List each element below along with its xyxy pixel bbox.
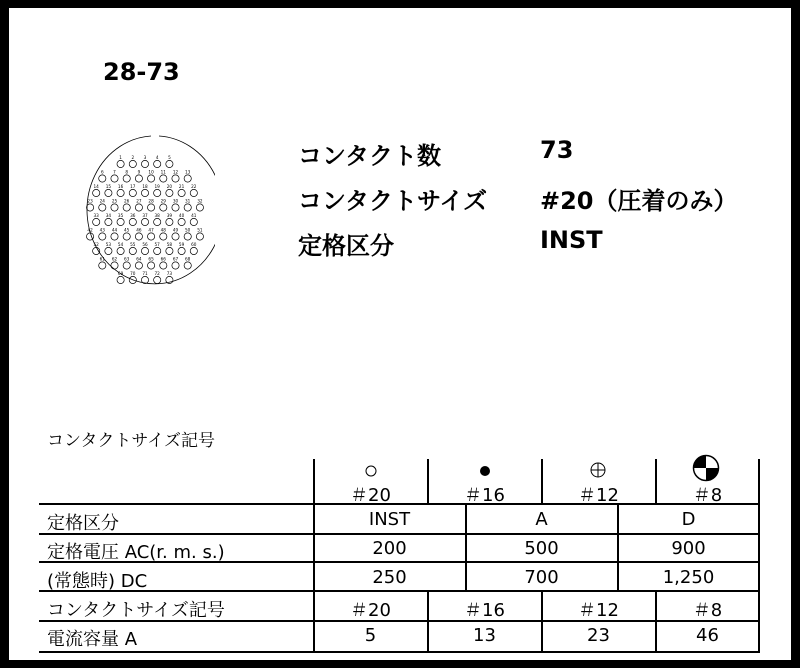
contact-number: 70 [130, 270, 136, 276]
contact-number: 17 [130, 183, 136, 189]
crosshair-circle-icon [590, 462, 606, 478]
contact-hole [196, 204, 203, 211]
contact-hole [111, 175, 118, 182]
rating-class-value: INST [540, 226, 603, 254]
ac-voltage-inst: 200 [372, 538, 407, 559]
contact-hole [190, 189, 197, 196]
contact-hole [178, 189, 185, 196]
contact-number: 5 [168, 154, 171, 160]
contact-hole [111, 262, 118, 269]
contact-hole [166, 218, 173, 225]
header-size-8: ＃8 [692, 485, 723, 506]
header-size-12: ＃12 [578, 485, 619, 506]
contact-number: 56 [142, 241, 148, 247]
contact-hole [117, 247, 124, 254]
contact-hole [123, 233, 130, 240]
row-label-rating-class: 定格区分 [47, 513, 119, 534]
contact-number: 48 [160, 227, 166, 233]
contact-number: 67 [172, 256, 179, 262]
contact-number: 6 [100, 169, 104, 175]
contact-hole [99, 175, 106, 182]
contact-hole [154, 276, 161, 283]
contact-hole [141, 247, 148, 254]
contact-hole [129, 189, 136, 196]
current-8: 46 [696, 625, 719, 646]
header-size-20: ＃20 [350, 485, 391, 506]
contact-hole [154, 189, 161, 196]
contact-number: 72 [154, 270, 160, 276]
contact-number: 51 [197, 227, 203, 233]
contact-number: 52 [93, 241, 99, 247]
row-label-contact-size: コンタクトサイズ記号 [47, 600, 225, 621]
contact-number: 58 [166, 241, 173, 247]
contact-number: 47 [148, 227, 154, 233]
contact-number: 18 [142, 183, 148, 189]
rating-class-label: 定格区分 [298, 232, 394, 260]
contact-number: 29 [160, 198, 166, 204]
contact-number: 27 [136, 198, 142, 204]
part-number: 28-73 [103, 58, 180, 86]
contact-number: 65 [148, 256, 154, 262]
contact-number: 38 [154, 212, 160, 218]
ac-voltage-d: 900 [671, 538, 706, 559]
contact-hole [105, 247, 112, 254]
row-label-current: 電流容量 A [47, 629, 138, 650]
contact-hole [87, 204, 94, 211]
contact-number: 54 [117, 241, 124, 247]
contact-hole [190, 218, 197, 225]
contact-hole [141, 160, 148, 167]
contact-hole [172, 175, 179, 182]
contact-hole [178, 247, 185, 254]
contact-number: 68 [185, 256, 191, 262]
contact-count-label: コンタクト数 [298, 142, 442, 170]
document-sheet [9, 8, 791, 660]
contact-number: 73 [166, 270, 173, 276]
contact-number: 62 [111, 256, 118, 262]
contact-number: 60 [191, 241, 197, 247]
contact-number: 55 [130, 241, 136, 247]
insert-arrangement-diagram [75, 132, 215, 312]
contact-number: 10 [148, 169, 154, 175]
contact-number: 59 [178, 241, 185, 247]
contact-hole [135, 233, 142, 240]
contact-size-label: コンタクトサイズ [298, 187, 488, 215]
contact-number: 40 [178, 212, 185, 218]
contact-hole [135, 175, 142, 182]
contact-hole [129, 160, 136, 167]
contact-hole [184, 262, 191, 269]
current-12: 23 [587, 625, 610, 646]
contact-number: 37 [142, 212, 148, 218]
contact-number: 31 [185, 198, 191, 204]
contact-hole [117, 189, 124, 196]
contact-number: 19 [154, 183, 160, 189]
contact-hole [172, 262, 179, 269]
contact-hole [117, 276, 124, 283]
contact-number: 20 [166, 183, 173, 189]
contact-hole [123, 175, 130, 182]
contact-size-value: #20（圧着のみ） [540, 187, 738, 215]
contact-number: 21 [178, 183, 185, 189]
contact-number: 14 [93, 183, 99, 189]
current-16: 13 [473, 625, 496, 646]
contact-number: 45 [124, 227, 130, 233]
contact-hole [99, 262, 106, 269]
contact-hole [178, 218, 185, 225]
contact-hole [184, 204, 191, 211]
contact-number: 36 [130, 212, 136, 218]
contact-number: 32 [197, 198, 203, 204]
contact-number: 43 [99, 227, 105, 233]
contact-hole [117, 218, 124, 225]
contact-size-16: ＃16 [464, 600, 505, 621]
contact-number: 39 [166, 212, 173, 218]
contact-number: 25 [111, 198, 118, 204]
rating-a: A [535, 509, 548, 530]
contact-number: 69 [117, 270, 124, 276]
contact-hole [93, 218, 100, 225]
contact-number: 34 [105, 212, 112, 218]
contact-hole [160, 175, 167, 182]
rating-d: D [681, 509, 696, 530]
contact-number: 24 [99, 198, 105, 204]
table-rule [39, 533, 760, 535]
contact-number: 9 [137, 169, 141, 175]
contact-hole [141, 189, 148, 196]
contact-hole [172, 233, 179, 240]
contact-number: 50 [185, 227, 191, 233]
contact-hole [160, 233, 167, 240]
contact-number: 63 [124, 256, 130, 262]
quartered-circle-icon [692, 454, 720, 482]
open-circle-icon [365, 465, 377, 477]
contact-hole [148, 175, 155, 182]
contact-number: 42 [87, 227, 93, 233]
contact-hole [148, 204, 155, 211]
contact-hole [141, 218, 148, 225]
contact-hole [196, 233, 203, 240]
contact-hole [129, 218, 136, 225]
contact-number: 3 [143, 154, 147, 160]
contact-hole [105, 218, 112, 225]
contact-number: 7 [113, 169, 116, 175]
contact-count-value: 73 [540, 136, 574, 164]
contact-hole [141, 276, 148, 283]
contact-hole [154, 160, 161, 167]
contact-hole [154, 218, 161, 225]
contact-hole [190, 247, 197, 254]
contact-number: 57 [154, 241, 160, 247]
table-rule [39, 651, 760, 653]
contact-number: 28 [148, 198, 154, 204]
row-label-ac-voltage: 定格電圧 AC(r. m. s.) [47, 542, 225, 563]
contact-hole [111, 204, 118, 211]
ac-voltage-a: 500 [524, 538, 559, 559]
contact-number: 71 [142, 270, 148, 276]
contact-hole [160, 262, 167, 269]
contact-number: 12 [172, 169, 179, 175]
contact-hole [184, 175, 191, 182]
contact-number: 66 [160, 256, 166, 262]
contact-hole [166, 189, 173, 196]
contact-size-8: ＃8 [692, 600, 723, 621]
contact-number: 2 [131, 154, 135, 160]
contact-hole [99, 204, 106, 211]
contact-number: 44 [111, 227, 118, 233]
contact-hole [148, 262, 155, 269]
filled-dot-icon [479, 465, 491, 477]
contact-number: 26 [124, 198, 130, 204]
row-label-dc-voltage: (常態時) DC [47, 571, 148, 592]
contact-hole [123, 204, 130, 211]
contact-number: 15 [105, 183, 112, 189]
contact-number: 35 [117, 212, 124, 218]
dc-voltage-inst: 250 [372, 567, 407, 588]
contact-number: 8 [125, 169, 129, 175]
contact-hole [99, 233, 106, 240]
header-size-16: ＃16 [464, 485, 505, 506]
contact-number: 49 [172, 227, 179, 233]
contact-number: 64 [136, 256, 142, 262]
contact-number: 13 [185, 169, 191, 175]
contact-number: 23 [87, 198, 93, 204]
contact-number: 4 [155, 154, 159, 160]
contact-hole [111, 233, 118, 240]
contact-hole [105, 189, 112, 196]
contact-number: 16 [117, 183, 124, 189]
contact-layout [75, 132, 215, 312]
contact-hole [166, 247, 173, 254]
contact-number: 46 [136, 227, 142, 233]
contact-hole [160, 204, 167, 211]
contact-number: 30 [172, 198, 179, 204]
contact-size-12: ＃12 [578, 600, 619, 621]
current-20: 5 [364, 625, 377, 646]
contact-number: 33 [93, 212, 99, 218]
contact-hole [166, 160, 173, 167]
contact-number: 22 [191, 183, 197, 189]
contact-hole [135, 204, 142, 211]
contact-size-table [39, 451, 760, 653]
legend-title: コンタクトサイズ記号 [47, 431, 215, 451]
contact-number: 1 [119, 154, 122, 160]
contact-hole [123, 262, 130, 269]
contact-hole [172, 204, 179, 211]
contact-number: 53 [105, 241, 112, 247]
contact-number: 11 [160, 169, 166, 175]
contact-size-20: ＃20 [350, 600, 391, 621]
rating-inst: INST [368, 509, 411, 530]
contact-hole [184, 233, 191, 240]
contact-hole [117, 160, 124, 167]
contact-hole [87, 233, 94, 240]
contact-hole [93, 189, 100, 196]
contact-hole [154, 247, 161, 254]
contact-number: 61 [99, 256, 105, 262]
dc-voltage-d: 1,250 [662, 567, 715, 588]
contact-hole [129, 247, 136, 254]
contact-number: 41 [191, 212, 197, 218]
contact-hole [148, 233, 155, 240]
contact-hole [135, 262, 142, 269]
dc-voltage-a: 700 [524, 567, 559, 588]
